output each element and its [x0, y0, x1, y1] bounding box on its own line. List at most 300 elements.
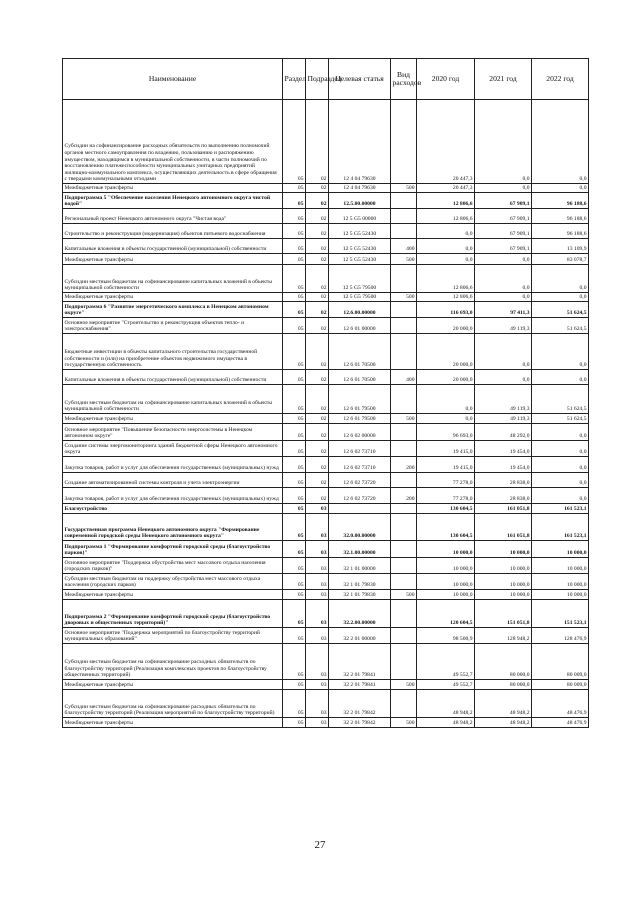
cell-subsection: 02	[306, 209, 329, 224]
cell-target-article: 12 4 04 79630	[329, 184, 391, 193]
cell-name: Капитальные вложения в объекты государственной (муниципальной) собственности	[63, 239, 283, 254]
table-row	[63, 473, 589, 488]
cell-subsection: 02	[306, 254, 329, 265]
cell-section: 05	[283, 318, 306, 334]
cell-subsection: 02	[306, 424, 329, 441]
table-row	[63, 224, 589, 239]
cell-target-article: 32.1.00.00000	[329, 541, 391, 558]
cell-2021: 67 909,1	[475, 239, 532, 254]
cell-2021: 67 909,1	[475, 224, 532, 239]
cell-2021: 80 000,0	[475, 644, 532, 680]
cell-section: 05	[283, 558, 306, 574]
cell-2020: 20 000,0	[417, 334, 475, 370]
cell-section: 05	[283, 385, 306, 414]
cell-subsection: 02	[306, 293, 329, 302]
cell-2021: 48 948,2	[475, 690, 532, 718]
table-row	[63, 193, 589, 209]
cell-section: 05	[283, 424, 306, 441]
cell-expense-type	[391, 514, 417, 541]
cell-2020: 0,0	[417, 385, 475, 414]
cell-expense-type: 500	[391, 590, 417, 600]
cell-2021: 67 909,1	[475, 193, 532, 209]
cell-name: Субсидии на софинансирование расходных обязательств по выполнению полномочий органов местного самоуправления по владению, пользованию и распоряжению имуществом, находящимся в муниципальной собственности, в части полномочий по восстановлению платежеспособности муниципальных унитарных предприятий жилищно-коммунального комплекса, осуществляющих деятельность в сфере обращения с твердыми коммунальными отходами	[63, 100, 283, 184]
cell-expense-type	[391, 690, 417, 718]
table-row	[63, 574, 589, 590]
cell-section: 05	[283, 239, 306, 254]
cell-target-article: 32 1 01 79830	[329, 574, 391, 590]
cell-2020: 10 000,0	[417, 558, 475, 574]
cell-2022: 13 109,9	[532, 239, 589, 254]
cell-subsection: 03	[306, 541, 329, 558]
cell-2021: 10 000,0	[475, 574, 532, 590]
cell-expense-type	[391, 265, 417, 293]
cell-name: Бюджетные инвестиции в объекты капитального строительства государственной собственности и (или) на приобретение объектов недвижимого имущества в государственную собственность	[63, 334, 283, 370]
page-number: 27	[314, 839, 326, 851]
table-row	[63, 590, 589, 600]
cell-section: 05	[283, 541, 306, 558]
cell-expense-type	[391, 541, 417, 558]
cell-name: Подпрограмма 5 "Обеспечение населения Ненецкого автономного округа чистой водой"	[63, 193, 283, 209]
cell-2020: 48 948,2	[417, 718, 475, 728]
cell-target-article: 12 6 01 70500	[329, 334, 391, 370]
cell-subsection: 02	[306, 265, 329, 293]
cell-section: 05	[283, 644, 306, 680]
cell-section: 05	[283, 574, 306, 590]
cell-2020: 77 278,0	[417, 488, 475, 504]
cell-subsection: 03	[306, 504, 329, 514]
cell-expense-type	[391, 644, 417, 680]
cell-target-article: 32 2 01 00000	[329, 628, 391, 644]
cell-expense-type	[391, 100, 417, 184]
cell-expense-type	[391, 224, 417, 239]
cell-name: Закупка товаров, работ и услуг для обеспечения государственных (муниципальных) нужд	[63, 488, 283, 504]
cell-2021: 28 838,0	[475, 473, 532, 488]
cell-2021: 49 119,3	[475, 318, 532, 334]
header-subsection: Подраздел	[306, 59, 329, 100]
cell-subsection: 02	[306, 441, 329, 457]
table-row	[63, 600, 589, 628]
cell-2022: 0,0	[532, 293, 589, 302]
cell-name: Государственная программа Ненецкого автономного округа "Формирование современной городской среды Ненецкого автономного округа"	[63, 514, 283, 541]
cell-target-article: 32 1 01 79830	[329, 590, 391, 600]
cell-name: Подпрограмма 6 "Развитие энергетического комплекса в Ненецком автономном округе"	[63, 302, 283, 318]
cell-target-article: 12 5 G5 79500	[329, 293, 391, 302]
cell-target-article: 32 2 01 79841	[329, 680, 391, 690]
cell-name: Строительство и реконструкция (модернизация) объектов питьевого водоснабжения	[63, 224, 283, 239]
cell-target-article: 12 6 01 79500	[329, 414, 391, 424]
cell-subsection: 03	[306, 680, 329, 690]
cell-2022: 51 624,5	[532, 414, 589, 424]
cell-name: Межбюджетные трансферты	[63, 718, 283, 728]
cell-2021: 19 454,0	[475, 441, 532, 457]
cell-subsection: 02	[306, 184, 329, 193]
table-row	[63, 254, 589, 265]
cell-expense-type	[391, 193, 417, 209]
table-row	[63, 239, 589, 254]
cell-target-article: 32 1 01 00000	[329, 558, 391, 574]
cell-section: 05	[283, 209, 306, 224]
cell-subsection: 03	[306, 644, 329, 680]
cell-2020: 0,0	[417, 239, 475, 254]
cell-2022: 0,0	[532, 457, 589, 473]
cell-target-article: 12 6 02 73720	[329, 488, 391, 504]
cell-name: Субсидии местным бюджетам на поддержку обустройства мест массового отдыха населения (городских парков)	[63, 574, 283, 590]
cell-target-article: 12 6 02 73720	[329, 473, 391, 488]
cell-name: Субсидии местным бюджетам на софинансирование расходных обязательств по благоустройству территорий (Реализация мероприятий по благоустройству территорий)	[63, 690, 283, 718]
cell-2022: 51 624,5	[532, 385, 589, 414]
cell-2020: 77 278,0	[417, 473, 475, 488]
cell-2021: 49 119,3	[475, 414, 532, 424]
table-row	[63, 265, 589, 293]
table-row	[63, 334, 589, 370]
table-row	[63, 414, 589, 424]
cell-2022: 51 624,5	[532, 302, 589, 318]
table-row	[63, 424, 589, 441]
cell-target-article: 12 4 04 79630	[329, 100, 391, 184]
cell-expense-type: 500	[391, 680, 417, 690]
cell-2021: 10 000,0	[475, 541, 532, 558]
budget-table	[62, 58, 589, 728]
cell-2022: 0,0	[532, 473, 589, 488]
cell-subsection: 03	[306, 628, 329, 644]
cell-name: Субсидии местным бюджетам на софинансирование капитальных вложений в объекты муниципальной собственности	[63, 265, 283, 293]
cell-target-article: 12.5.00.00000	[329, 193, 391, 209]
cell-2022: 0,0	[532, 265, 589, 293]
table-row	[63, 541, 589, 558]
cell-2022: 0,0	[532, 184, 589, 193]
cell-2021: 128 948,2	[475, 628, 532, 644]
cell-target-article: 12 6 02 73710	[329, 457, 391, 473]
cell-2022: 161 523,1	[532, 504, 589, 514]
cell-expense-type	[391, 385, 417, 414]
cell-section: 05	[283, 414, 306, 424]
cell-2020: 10 000,0	[417, 590, 475, 600]
cell-section: 05	[283, 441, 306, 457]
budget-table-container	[62, 58, 588, 728]
cell-target-article: 12 6 02 73710	[329, 441, 391, 457]
cell-section: 05	[283, 473, 306, 488]
table-row	[63, 504, 589, 514]
cell-2022: 96 188,6	[532, 209, 589, 224]
cell-name: Межбюджетные трансферты	[63, 293, 283, 302]
cell-section: 05	[283, 224, 306, 239]
cell-2022: 80 009,0	[532, 680, 589, 690]
cell-2022: 96 188,6	[532, 224, 589, 239]
table-row	[63, 209, 589, 224]
cell-expense-type: 200	[391, 457, 417, 473]
cell-section: 05	[283, 590, 306, 600]
cell-2020: 49 552,7	[417, 644, 475, 680]
cell-expense-type	[391, 424, 417, 441]
cell-name: Создание системы энергомониторинга зданий бюджетной сферы Ненецкого автономного округа	[63, 441, 283, 457]
cell-target-article: 32 2 01 79842	[329, 718, 391, 728]
table-row	[63, 457, 589, 473]
cell-expense-type	[391, 441, 417, 457]
cell-expense-type: 500	[391, 293, 417, 302]
cell-section: 05	[283, 600, 306, 628]
cell-section: 05	[283, 100, 306, 184]
cell-expense-type	[391, 504, 417, 514]
cell-expense-type	[391, 334, 417, 370]
cell-name: Межбюджетные трансферты	[63, 254, 283, 265]
cell-target-article: 32 2 01 79842	[329, 690, 391, 718]
cell-subsection: 02	[306, 318, 329, 334]
cell-2020: 0,0	[417, 414, 475, 424]
cell-2020: 19 415,0	[417, 457, 475, 473]
cell-expense-type	[391, 558, 417, 574]
cell-section: 05	[283, 302, 306, 318]
cell-2022: 128 476,9	[532, 628, 589, 644]
cell-target-article: 32 2 01 79841	[329, 644, 391, 680]
cell-2020: 130 604,5	[417, 504, 475, 514]
cell-2022: 10 000,0	[532, 590, 589, 600]
cell-2022: 10 000,0	[532, 558, 589, 574]
cell-subsection: 02	[306, 224, 329, 239]
cell-subsection: 02	[306, 488, 329, 504]
table-row	[63, 558, 589, 574]
cell-expense-type: 400	[391, 239, 417, 254]
cell-name: Капитальные вложения в объекты государственной (муниципальной) собственности	[63, 370, 283, 385]
cell-2022: 83 078,7	[532, 254, 589, 265]
cell-subsection: 02	[306, 193, 329, 209]
cell-2022: 0,0	[532, 424, 589, 441]
cell-2020: 20 000,0	[417, 318, 475, 334]
cell-name: Подпрограмма 1 "Формирование комфортной городской среды (благоустройство парков)"	[63, 541, 283, 558]
cell-name: Основное мероприятие "Поддержка обустройства мест массового отдыха населения (городских парков)"	[63, 558, 283, 574]
cell-name: Основное мероприятие "Строительство и реконструкция объектов тепло- и электроснабжения"	[63, 318, 283, 334]
cell-subsection: 02	[306, 473, 329, 488]
cell-2020: 20 447,3	[417, 100, 475, 184]
cell-name: Межбюджетные трансферты	[63, 414, 283, 424]
cell-2021: 19 454,0	[475, 457, 532, 473]
cell-expense-type: 500	[391, 414, 417, 424]
cell-target-article: 12 5 G5 79500	[329, 265, 391, 293]
table-row	[63, 441, 589, 457]
cell-expense-type: 500	[391, 254, 417, 265]
cell-target-article	[329, 504, 391, 514]
table-header-row	[63, 59, 589, 100]
cell-section: 05	[283, 193, 306, 209]
cell-2020: 12 806,6	[417, 293, 475, 302]
cell-2020: 116 693,0	[417, 302, 475, 318]
cell-subsection: 03	[306, 718, 329, 728]
header-2021: 2021 год	[475, 59, 532, 100]
cell-target-article: 12 5 G5 52430	[329, 254, 391, 265]
cell-subsection: 02	[306, 100, 329, 184]
header-target-article: Целевая статья	[329, 59, 391, 100]
cell-target-article: 12 5 G5 00000	[329, 209, 391, 224]
cell-2022: 0,0	[532, 370, 589, 385]
cell-2022: 48 476,9	[532, 690, 589, 718]
cell-2020: 19 415,0	[417, 441, 475, 457]
header-expense-type: Вид расходов	[391, 59, 417, 100]
cell-section: 05	[283, 514, 306, 541]
cell-section: 05	[283, 265, 306, 293]
table-row	[63, 385, 589, 414]
cell-name: Подпрограмма 2 "Формирование комфортной городской среды (благоустройство дворовых и общественных территорий)"	[63, 600, 283, 628]
cell-2022: 0,0	[532, 488, 589, 504]
cell-2020: 130 604,5	[417, 514, 475, 541]
cell-2022: 0,0	[532, 441, 589, 457]
cell-section: 05	[283, 254, 306, 265]
cell-2020: 0,0	[417, 254, 475, 265]
cell-2020: 20 447,3	[417, 184, 475, 193]
table-row	[63, 514, 589, 541]
cell-expense-type	[391, 574, 417, 590]
table-row	[63, 680, 589, 690]
cell-target-article: 12 6 01 00000	[329, 318, 391, 334]
cell-2021: 0,0	[475, 334, 532, 370]
cell-section: 05	[283, 370, 306, 385]
header-name: Наименование	[63, 59, 283, 100]
cell-section: 05	[283, 680, 306, 690]
cell-name: Субсидии местным бюджетам на софинансирование капитальных вложений в объекты муниципальной собственности	[63, 385, 283, 414]
cell-section: 05	[283, 293, 306, 302]
cell-section: 05	[283, 334, 306, 370]
cell-subsection: 03	[306, 590, 329, 600]
cell-target-article: 32.0.00.00000	[329, 514, 391, 541]
cell-section: 05	[283, 718, 306, 728]
cell-section: 05	[283, 690, 306, 718]
cell-subsection: 03	[306, 690, 329, 718]
table-row	[63, 184, 589, 193]
table-row	[63, 690, 589, 718]
cell-name: Межбюджетные трансферты	[63, 590, 283, 600]
cell-2021: 48 948,2	[475, 718, 532, 728]
cell-target-article: 12 6 01 79500	[329, 385, 391, 414]
header-2020: 2020 год	[417, 59, 475, 100]
cell-section: 05	[283, 488, 306, 504]
cell-2020: 20 000,0	[417, 370, 475, 385]
cell-2022: 10 000,0	[532, 541, 589, 558]
cell-2022: 48 476,9	[532, 718, 589, 728]
cell-2020: 120 604,5	[417, 600, 475, 628]
table-row	[63, 100, 589, 184]
cell-name: Основное мероприятие "Поддержка мероприятий по благоустройству территорий муниципальных образований"	[63, 628, 283, 644]
table-row	[63, 718, 589, 728]
table-row	[63, 370, 589, 385]
cell-2022: 10 000,0	[532, 574, 589, 590]
table-row	[63, 644, 589, 680]
cell-name: Межбюджетные трансферты	[63, 184, 283, 193]
cell-2020: 49 552,7	[417, 680, 475, 690]
cell-expense-type	[391, 318, 417, 334]
cell-2021: 0,0	[475, 370, 532, 385]
cell-expense-type: 400	[391, 370, 417, 385]
cell-2020: 10 000,0	[417, 574, 475, 590]
cell-subsection: 02	[306, 334, 329, 370]
cell-2021: 97 411,3	[475, 302, 532, 318]
cell-subsection: 02	[306, 302, 329, 318]
cell-section: 05	[283, 457, 306, 473]
cell-subsection: 02	[306, 457, 329, 473]
cell-2021: 10 000,0	[475, 558, 532, 574]
cell-2022: 161 523,1	[532, 514, 589, 541]
cell-expense-type: 200	[391, 488, 417, 504]
cell-2021: 28 838,0	[475, 488, 532, 504]
cell-target-article: 12 5 G5 52430	[329, 224, 391, 239]
cell-name: Закупка товаров, работ и услуг для обеспечения государственных (муниципальных) нужд	[63, 457, 283, 473]
cell-2022: 96 188,6	[532, 193, 589, 209]
cell-name: Межбюджетные трансферты	[63, 680, 283, 690]
table-row	[63, 318, 589, 334]
cell-2022: 151 523,1	[532, 600, 589, 628]
cell-subsection: 03	[306, 558, 329, 574]
table-body	[63, 100, 589, 728]
table-row	[63, 628, 589, 644]
cell-2020: 98 500,9	[417, 628, 475, 644]
cell-2020: 0,0	[417, 224, 475, 239]
cell-subsection: 03	[306, 600, 329, 628]
cell-expense-type	[391, 209, 417, 224]
cell-2020: 10 000,0	[417, 541, 475, 558]
cell-2021: 48 292,0	[475, 424, 532, 441]
cell-target-article: 12 6 01 70500	[329, 370, 391, 385]
cell-2021: 67 909,1	[475, 209, 532, 224]
cell-expense-type: 500	[391, 184, 417, 193]
cell-subsection: 03	[306, 514, 329, 541]
cell-subsection: 02	[306, 370, 329, 385]
cell-2021: 161 051,8	[475, 504, 532, 514]
cell-name: Региональный проект Ненецкого автономного округа "Чистая вода"	[63, 209, 283, 224]
cell-name: Создание автоматизированной системы контроля и учета электроэнергии	[63, 473, 283, 488]
cell-2020: 12 806,6	[417, 209, 475, 224]
cell-2020: 96 693,0	[417, 424, 475, 441]
cell-name: Субсидии местным бюджетам на софинансирование расходных обязательств по благоустройству территорий (Реализация комплексных проектов по благоустройству общественных территорий)	[63, 644, 283, 680]
cell-2020: 12 806,6	[417, 193, 475, 209]
cell-target-article: 32.2.00.00000	[329, 600, 391, 628]
cell-section: 05	[283, 628, 306, 644]
cell-2022: 0,0	[532, 334, 589, 370]
cell-2021: 151 051,8	[475, 600, 532, 628]
cell-2021: 0,0	[475, 254, 532, 265]
header-section: Раздел	[283, 59, 306, 100]
cell-target-article: 12 5 G5 52430	[329, 239, 391, 254]
cell-expense-type: 500	[391, 718, 417, 728]
cell-name: Основное мероприятие "Повышение безопасности энергосистемы в Ненецком автономном округе"	[63, 424, 283, 441]
table-row	[63, 302, 589, 318]
cell-expense-type	[391, 628, 417, 644]
cell-subsection: 02	[306, 414, 329, 424]
cell-target-article: 12.6.00.00000	[329, 302, 391, 318]
cell-2021: 0,0	[475, 265, 532, 293]
cell-name: Благоустройство	[63, 504, 283, 514]
cell-2022: 80 009,0	[532, 644, 589, 680]
cell-2021: 10 000,0	[475, 590, 532, 600]
cell-2021: 161 051,8	[475, 514, 532, 541]
cell-expense-type	[391, 473, 417, 488]
cell-section: 05	[283, 184, 306, 193]
cell-subsection: 03	[306, 574, 329, 590]
header-2022: 2022 год	[532, 59, 589, 100]
cell-2020: 48 948,2	[417, 690, 475, 718]
cell-section: 05	[283, 504, 306, 514]
cell-subsection: 02	[306, 385, 329, 414]
cell-2021: 49 119,3	[475, 385, 532, 414]
table-row	[63, 488, 589, 504]
cell-2022: 0,0	[532, 100, 589, 184]
cell-2021: 80 000,0	[475, 680, 532, 690]
cell-target-article: 12 6 02 00000	[329, 424, 391, 441]
cell-2020: 12 806,6	[417, 265, 475, 293]
cell-subsection: 02	[306, 239, 329, 254]
cell-2021: 0,0	[475, 184, 532, 193]
cell-2021: 0,0	[475, 293, 532, 302]
table-row	[63, 293, 589, 302]
cell-expense-type	[391, 600, 417, 628]
cell-2022: 51 624,5	[532, 318, 589, 334]
cell-expense-type	[391, 302, 417, 318]
